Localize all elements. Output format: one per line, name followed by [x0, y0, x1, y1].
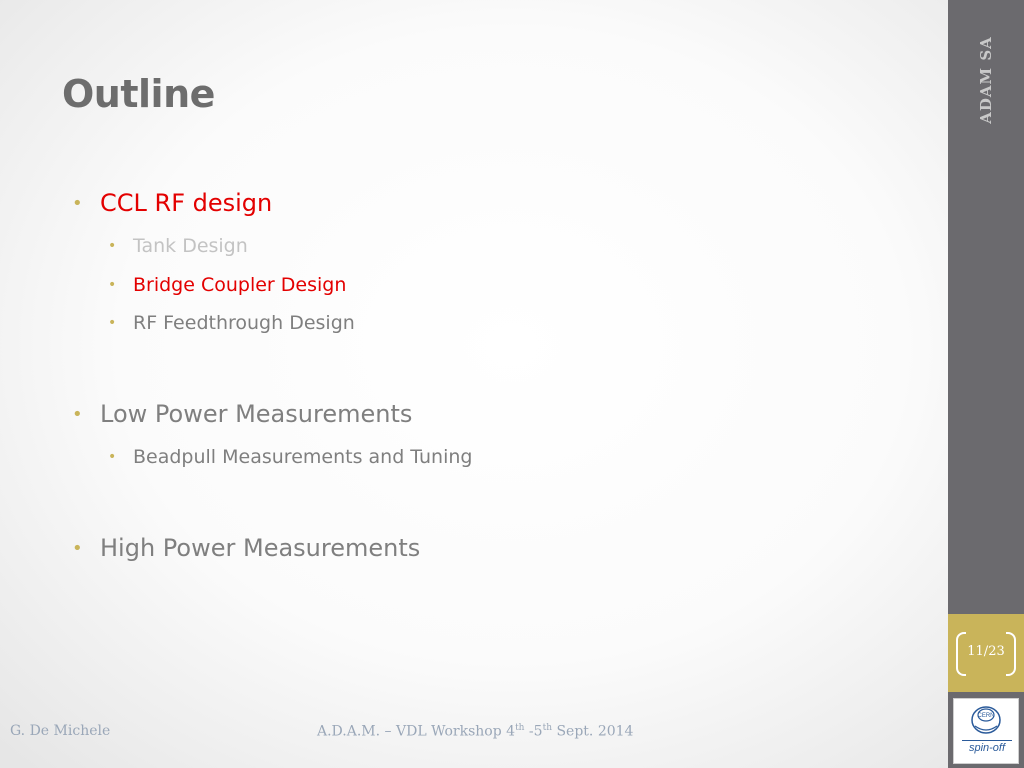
cern-logo [953, 698, 1019, 764]
page-number: 11/23 [967, 644, 1005, 659]
bullet-ccl-rf-design [72, 189, 272, 217]
bullet-text: RF Feedthrough Design [133, 312, 355, 334]
bullet-text: Tank Design [133, 235, 248, 257]
bullet-text: Beadpull Measurements and Tuning [133, 446, 473, 468]
svg-text:CERN: CERN [977, 713, 995, 719]
bullet-dot-icon: • [108, 315, 117, 331]
footer-event [317, 723, 633, 740]
bullet-dot-icon: • [72, 404, 83, 425]
page-number-box [948, 614, 1024, 692]
footer-event-sup1: th [515, 723, 525, 733]
bullet-dot-icon: • [72, 538, 83, 559]
bullet-text: CCL RF design [100, 189, 273, 217]
bullet-high-power-measurements [72, 534, 420, 562]
footer-event-sup2: th [542, 723, 552, 733]
bullet-low-power-measurements [72, 400, 412, 428]
bullet-dot-icon: • [108, 277, 117, 293]
bullet-dot-icon: • [72, 193, 83, 214]
bullet-rf-feedthrough-design [108, 312, 355, 334]
bullet-text: Bridge Coupler Design [133, 274, 347, 296]
bullet-dot-icon: • [108, 238, 117, 254]
logo-divider [962, 740, 1012, 741]
side-label: ADAM SA [977, 36, 995, 124]
logo-text: spin-off [968, 742, 1006, 754]
footer-event-mid: -5 [524, 723, 543, 740]
footer-author: G. De Michele [10, 723, 111, 739]
footer-event-prefix: A.D.A.M. – VDL Workshop 4 [317, 723, 516, 740]
bullet-text: High Power Measurements [100, 534, 421, 562]
footer-event-suffix: Sept. 2014 [552, 723, 634, 740]
bullet-dot-icon: • [108, 449, 117, 465]
bullet-beadpull-measurements [108, 446, 472, 468]
bullet-bridge-coupler-design [108, 274, 346, 296]
bullet-tank-design [108, 235, 248, 257]
cern-logo-icon [969, 704, 1003, 736]
page-title: Outline [62, 72, 215, 116]
bullet-text: Low Power Measurements [100, 400, 413, 428]
